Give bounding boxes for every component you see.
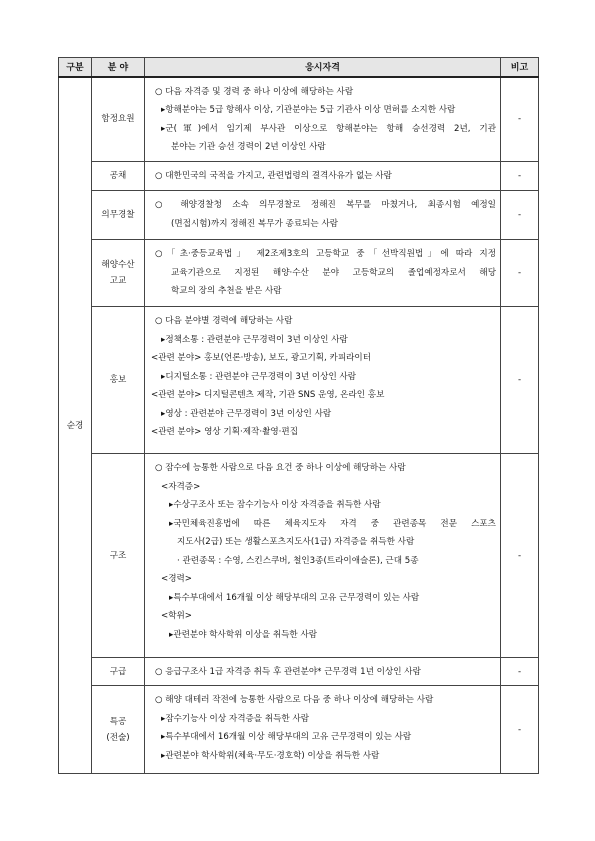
field-label: 의무경찰 (101, 210, 135, 220)
qualification-line: ○ 잠수에 능통한 사람으로 다음 요건 중 하나 이상에 해당하는 사람 (155, 463, 406, 473)
qualification-table (58, 57, 539, 774)
qualification-line: ○ 해양 대테러 작전에 능통한 사람으로 다음 중 하나 이상에 해당하는 사람 (155, 695, 434, 705)
note-cell: - (501, 240, 539, 307)
note-cell: - (501, 77, 539, 162)
field-cell (92, 454, 145, 658)
qualification-line: ▸관련분야 학사학위 이상을 취득한 사람 (169, 629, 318, 640)
qualification-line: <경력> (161, 574, 193, 584)
qualification-line: ▸군(軍)에서 임기제 부사관 이상으로 항해분야는 항해 승선경력 2년, 기관 (161, 123, 496, 134)
qualification-cell (145, 162, 501, 191)
field-cell (92, 191, 145, 240)
table-row (59, 191, 539, 240)
field-label: 구급 (109, 666, 127, 677)
qualification-line: ▸정책소통 : 관련분야 근무경력이 3년 이상인 사람 (161, 334, 348, 345)
qualification-line: ○ 다음 자격증 및 경력 중 하나 이상에 해당하는 사람 (155, 86, 354, 97)
table-row (59, 686, 539, 774)
qualification-line: <관련 분야> 디지털콘텐츠 제작, 기관 SNS 운영, 온라인 홍보 (151, 390, 385, 400)
qualification-line: <관련 분야> 영상 기획·제작·촬영·편집 (151, 427, 299, 437)
note-cell: - (501, 162, 539, 191)
qualification-cell (145, 240, 501, 307)
table-row (59, 454, 539, 658)
field-cell (92, 686, 145, 774)
field-label: 공채 (109, 171, 127, 181)
table-row (59, 162, 539, 191)
qualification-line: 분야는 기관 승선 경력이 2년 이상인 사람 (171, 142, 326, 152)
qualification-line: ○ 다음 분야별 경력에 해당하는 사람 (155, 316, 293, 326)
qualification-cell (145, 191, 501, 240)
qualification-line: ▸항해분야는 5급 항해사 이상, 기관분야는 5급 기관사 이상 면허를 소지한 사람 (161, 105, 456, 115)
table-row (59, 307, 539, 454)
qualification-line: ○ 응급구조사 1급 자격증 취득 후 관련분야* 근무경력 1년 이상인 사람 (155, 667, 421, 677)
qualification-line: ○ 대한민국의 국적을 가지고, 관련법령의 결격사유가 없는 사람 (155, 171, 392, 181)
qualification-line: <자격증> (161, 481, 201, 492)
qualification-cell (145, 686, 501, 774)
qualification-line: ○ 해양경찰청 소속 의무경찰로 정해진 복무를 마쳤거나, 최종시험 예정일 (155, 200, 496, 210)
qualification-line: ▸관련분야 학사학위(체육·무도·경호학) 이상을 취득한 사람 (161, 750, 380, 761)
header-category: 구분 (59, 58, 92, 77)
field-label: 해양수산 (101, 260, 135, 270)
qualification-line: ▸잠수기능사 이상 자격증을 취득한 사람 (161, 713, 310, 724)
field-cell (92, 307, 145, 454)
field-label: 특공 (109, 716, 127, 727)
table-row (59, 658, 539, 686)
qualification-line: 학교의 장의 추천을 받은 사람 (171, 286, 282, 296)
field-label: 홍보 (109, 375, 127, 385)
field-label: 구조 (109, 550, 127, 561)
qualification-line: ▸국민체육진흥법에 따른 체육지도자 자격 중 관련종목 전문 스포츠 (169, 518, 496, 529)
qualification-line: ▸디지털소통 : 관련분야 근무경력이 3년 이상인 사람 (161, 371, 357, 382)
qualification-line: <학위> (161, 611, 193, 621)
header-note: 비고 (501, 58, 539, 77)
note-cell: - (501, 686, 539, 774)
qualification-cell (145, 658, 501, 686)
table-body (59, 77, 539, 774)
qualification-line: 교육기관으로 지정된 해양·수산 분야 고등학교의 졸업예정자로서 해당 (171, 267, 496, 278)
qualification-cell (145, 77, 501, 162)
qualification-line: (면접시험)까지 정해진 복무가 종료되는 사람 (171, 218, 339, 229)
qualification-line: ○「초·중등교육법」 제2조제3호의 고등학교 중「선박직원법」에 따라 지정 (155, 249, 496, 259)
qualification-line: ▸수상구조사 또는 잠수기능사 이상 자격증을 취득한 사람 (169, 500, 381, 510)
note-cell: - (501, 658, 539, 686)
field-cell (92, 77, 145, 162)
qualification-line: ▸특수부대에서 16개월 이상 해당부대의 고유 근무경력이 있는 사람 (169, 592, 420, 603)
qualification-line: ▸영상 : 관련분야 근무경력이 3년 이상인 사람 (161, 408, 332, 419)
field-cell (92, 240, 145, 307)
header-field: 분 야 (92, 58, 145, 77)
qualification-cell (145, 454, 501, 658)
category-cell: 순경 (59, 77, 92, 774)
header-qualification: 응시자격 (145, 58, 501, 77)
qualification-line: 지도사(2급) 또는 생활스포츠지도사(1급) 자격증을 취득한 사람 (177, 537, 415, 547)
field-label: 고교 (109, 276, 127, 286)
header-row (59, 58, 539, 77)
qualification-cell (145, 307, 501, 454)
table-row (59, 240, 539, 307)
field-label: (전술) (106, 732, 130, 743)
field-cell (92, 658, 145, 686)
note-cell: - (501, 191, 539, 240)
table-row (59, 77, 539, 162)
qualification-line: · 관련종목 : 수영, 스킨스쿠버, 철인3종(트라이애슬론), 근대 5종 (177, 555, 419, 566)
note-cell: - (501, 454, 539, 658)
field-label: 함정요원 (101, 114, 135, 125)
field-cell (92, 162, 145, 191)
qualification-line: ▸특수부대에서 16개월 이상 해당부대의 고유 근무경력이 있는 사람 (161, 732, 412, 742)
note-cell: - (501, 307, 539, 454)
qualification-line: <관련 분야> 홍보(언론·방송), 보도, 광고기획, 카피라이터 (151, 353, 372, 363)
